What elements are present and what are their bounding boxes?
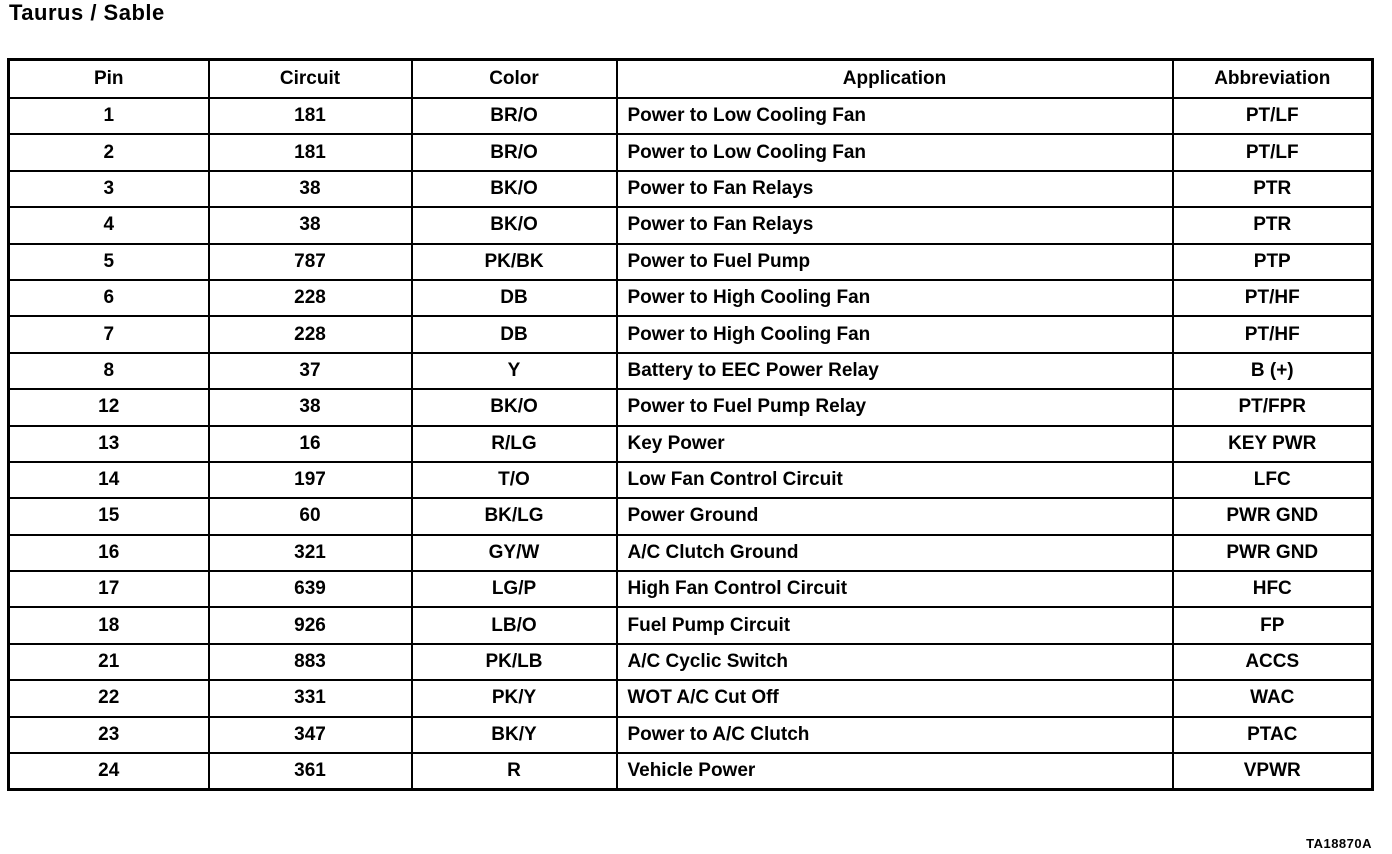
cell-circuit: 181 (209, 134, 412, 170)
cell-circuit: 60 (209, 498, 412, 534)
cell-application: Power to A/C Clutch (617, 717, 1173, 753)
table-row (9, 98, 1373, 134)
cell-application: High Fan Control Circuit (617, 571, 1173, 607)
cell-pin: 23 (9, 717, 209, 753)
table-row (9, 462, 1373, 498)
cell-pin: 1 (9, 98, 209, 134)
cell-pin: 14 (9, 462, 209, 498)
cell-color: PK/Y (412, 680, 617, 716)
cell-color: LB/O (412, 607, 617, 643)
cell-application: Power to High Cooling Fan (617, 280, 1173, 316)
table-body (9, 98, 1373, 790)
cell-circuit: 639 (209, 571, 412, 607)
cell-abbreviation: PT/HF (1173, 280, 1373, 316)
cell-pin: 17 (9, 571, 209, 607)
cell-abbreviation: PT/FPR (1173, 389, 1373, 425)
cell-circuit: 926 (209, 607, 412, 643)
page-title: Taurus / Sable (9, 0, 165, 25)
cell-application: Low Fan Control Circuit (617, 462, 1173, 498)
cell-circuit: 38 (209, 389, 412, 425)
cell-application: Power Ground (617, 498, 1173, 534)
table-row (9, 244, 1373, 280)
cell-circuit: 347 (209, 717, 412, 753)
table-row (9, 607, 1373, 643)
cell-abbreviation: PTR (1173, 171, 1373, 207)
cell-color: R (412, 753, 617, 790)
cell-color: GY/W (412, 535, 617, 571)
table-row (9, 753, 1373, 790)
cell-color: R/LG (412, 426, 617, 462)
cell-pin: 22 (9, 680, 209, 716)
cell-application: Power to Fan Relays (617, 171, 1173, 207)
cell-application: WOT A/C Cut Off (617, 680, 1173, 716)
table-row (9, 389, 1373, 425)
table-row (9, 207, 1373, 243)
cell-pin: 2 (9, 134, 209, 170)
cell-circuit: 787 (209, 244, 412, 280)
cell-color: DB (412, 316, 617, 352)
cell-application: Power to Low Cooling Fan (617, 134, 1173, 170)
cell-application: Power to High Cooling Fan (617, 316, 1173, 352)
cell-application: A/C Clutch Ground (617, 535, 1173, 571)
cell-pin: 21 (9, 644, 209, 680)
cell-abbreviation: KEY PWR (1173, 426, 1373, 462)
header-abbreviation: Abbreviation (1173, 60, 1373, 99)
cell-application: Power to Fuel Pump (617, 244, 1173, 280)
cell-abbreviation: PWR GND (1173, 498, 1373, 534)
cell-abbreviation: PT/HF (1173, 316, 1373, 352)
table-row (9, 535, 1373, 571)
cell-color: BK/LG (412, 498, 617, 534)
pin-table (7, 58, 1374, 791)
cell-abbreviation: HFC (1173, 571, 1373, 607)
cell-pin: 24 (9, 753, 209, 790)
cell-pin: 13 (9, 426, 209, 462)
cell-application: Key Power (617, 426, 1173, 462)
cell-circuit: 38 (209, 171, 412, 207)
cell-application: Battery to EEC Power Relay (617, 353, 1173, 389)
cell-application: Power to Fan Relays (617, 207, 1173, 243)
cell-circuit: 37 (209, 353, 412, 389)
figure-code: TA18870A (1306, 836, 1372, 851)
cell-abbreviation: FP (1173, 607, 1373, 643)
cell-application: A/C Cyclic Switch (617, 644, 1173, 680)
cell-color: BK/Y (412, 717, 617, 753)
table-row (9, 316, 1373, 352)
cell-pin: 8 (9, 353, 209, 389)
cell-pin: 3 (9, 171, 209, 207)
cell-abbreviation: PT/LF (1173, 98, 1373, 134)
cell-color: LG/P (412, 571, 617, 607)
cell-pin: 16 (9, 535, 209, 571)
cell-pin: 12 (9, 389, 209, 425)
cell-pin: 15 (9, 498, 209, 534)
cell-color: BR/O (412, 134, 617, 170)
cell-abbreviation: PTR (1173, 207, 1373, 243)
table-header-row (9, 60, 1373, 99)
cell-abbreviation: ACCS (1173, 644, 1373, 680)
cell-color: T/O (412, 462, 617, 498)
cell-abbreviation: LFC (1173, 462, 1373, 498)
cell-pin: 5 (9, 244, 209, 280)
table-row (9, 498, 1373, 534)
cell-application: Vehicle Power (617, 753, 1173, 790)
cell-abbreviation: WAC (1173, 680, 1373, 716)
header-color: Color (412, 60, 617, 99)
cell-circuit: 331 (209, 680, 412, 716)
cell-pin: 7 (9, 316, 209, 352)
cell-circuit: 16 (209, 426, 412, 462)
cell-abbreviation: PWR GND (1173, 535, 1373, 571)
cell-color: PK/BK (412, 244, 617, 280)
cell-color: BK/O (412, 171, 617, 207)
cell-abbreviation: PTP (1173, 244, 1373, 280)
header-circuit: Circuit (209, 60, 412, 99)
pin-table-container (7, 58, 1371, 791)
cell-circuit: 883 (209, 644, 412, 680)
table-row (9, 426, 1373, 462)
header-application: Application (617, 60, 1173, 99)
table-row (9, 644, 1373, 680)
cell-color: BR/O (412, 98, 617, 134)
cell-circuit: 38 (209, 207, 412, 243)
cell-circuit: 361 (209, 753, 412, 790)
header-pin: Pin (9, 60, 209, 99)
cell-abbreviation: VPWR (1173, 753, 1373, 790)
table-row (9, 171, 1373, 207)
cell-pin: 6 (9, 280, 209, 316)
table-row (9, 280, 1373, 316)
table-row (9, 353, 1373, 389)
cell-abbreviation: PTAC (1173, 717, 1373, 753)
cell-circuit: 197 (209, 462, 412, 498)
cell-circuit: 321 (209, 535, 412, 571)
cell-color: BK/O (412, 207, 617, 243)
cell-application: Fuel Pump Circuit (617, 607, 1173, 643)
cell-color: Y (412, 353, 617, 389)
table-row (9, 680, 1373, 716)
cell-application: Power to Low Cooling Fan (617, 98, 1173, 134)
cell-application: Power to Fuel Pump Relay (617, 389, 1173, 425)
cell-circuit: 181 (209, 98, 412, 134)
cell-circuit: 228 (209, 280, 412, 316)
cell-pin: 4 (9, 207, 209, 243)
cell-color: BK/O (412, 389, 617, 425)
cell-circuit: 228 (209, 316, 412, 352)
cell-abbreviation: B (+) (1173, 353, 1373, 389)
cell-pin: 18 (9, 607, 209, 643)
cell-color: DB (412, 280, 617, 316)
cell-abbreviation: PT/LF (1173, 134, 1373, 170)
table-row (9, 717, 1373, 753)
cell-color: PK/LB (412, 644, 617, 680)
table-row (9, 571, 1373, 607)
table-row (9, 134, 1373, 170)
